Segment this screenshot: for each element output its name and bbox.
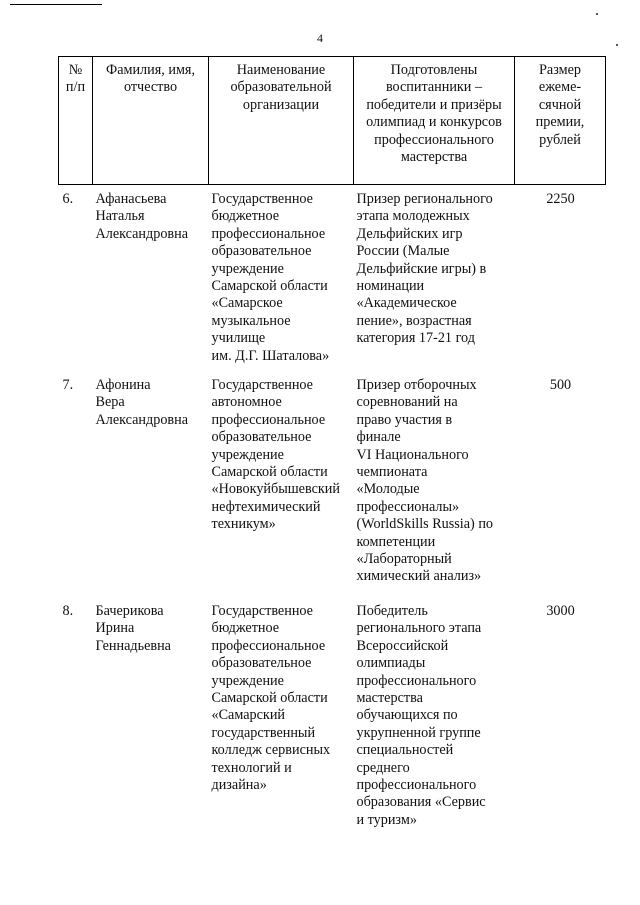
row-organization: Государственное автономное профессиональное образовательное учреждение Самарской области «Новокуйбышевский нефтехимический техникум»	[211, 377, 340, 533]
row-prize-amount: 2250	[546, 191, 575, 207]
row-achievement: Победитель регионального этапа Всероссийской олимпиады профессионального мастерства обучающихся по укрупненной группе специальностей среднего профессионального образования «Сервис и туризм»	[356, 603, 486, 828]
row-prize-amount: 500	[549, 377, 572, 393]
page-number: 4	[317, 31, 323, 45]
header-number: № п/п	[59, 57, 93, 185]
row-organization: Государственное бюджетное профессиональное образовательное учреждение Самарской области «Самарский государственный колледж сервисных технологий и дизайна»	[211, 603, 331, 794]
row-full-name: Афонина Вера Александровна	[95, 377, 189, 428]
row-achievement: Призер отборочных соревнований на право участия в финале VI Национального чемпионата «Молодые профессионалы» (WorldSkills Russia) по компетенции «Лабораторный химический анализ»	[356, 377, 494, 585]
table-row	[59, 185, 606, 378]
row-full-name: Бачерикова Ирина Геннадьевна	[95, 603, 171, 654]
row-organization: Государственное бюджетное профессиональное образовательное учреждение Самарской области «Самарское музыкальное училище им. Д.Г. Шаталова»	[211, 191, 330, 364]
header-achievement: Подготовлены воспитанники – победители и призёры олимпиад и конкурсов профессионального мастерства	[354, 57, 515, 185]
row-full-name: Афанасьева Наталья Александровна	[95, 191, 189, 242]
row-number: 7.	[62, 377, 74, 393]
header-full-name: Фамилия, имя, отчество	[93, 57, 209, 185]
awards-table	[58, 56, 606, 833]
scan-speck	[596, 13, 598, 15]
row-achievement: Призер регионального этапа молодежных Дельфийских игр России (Малые Дельфийские игры) в номинации «Академическое пение», возрастная категория 17-21 год	[356, 191, 493, 347]
row-number: 8.	[62, 603, 74, 619]
row-prize-amount: 3000	[546, 603, 575, 619]
header-prize: Размер ежеме- сячной премии, рублей	[515, 57, 606, 185]
table-row	[59, 603, 606, 833]
scan-edge-line	[10, 4, 102, 5]
row-number: 6.	[62, 191, 74, 207]
header-organization: Наименование образовательной организации	[209, 57, 354, 185]
table-row	[59, 377, 606, 603]
table-header-row	[59, 57, 606, 185]
